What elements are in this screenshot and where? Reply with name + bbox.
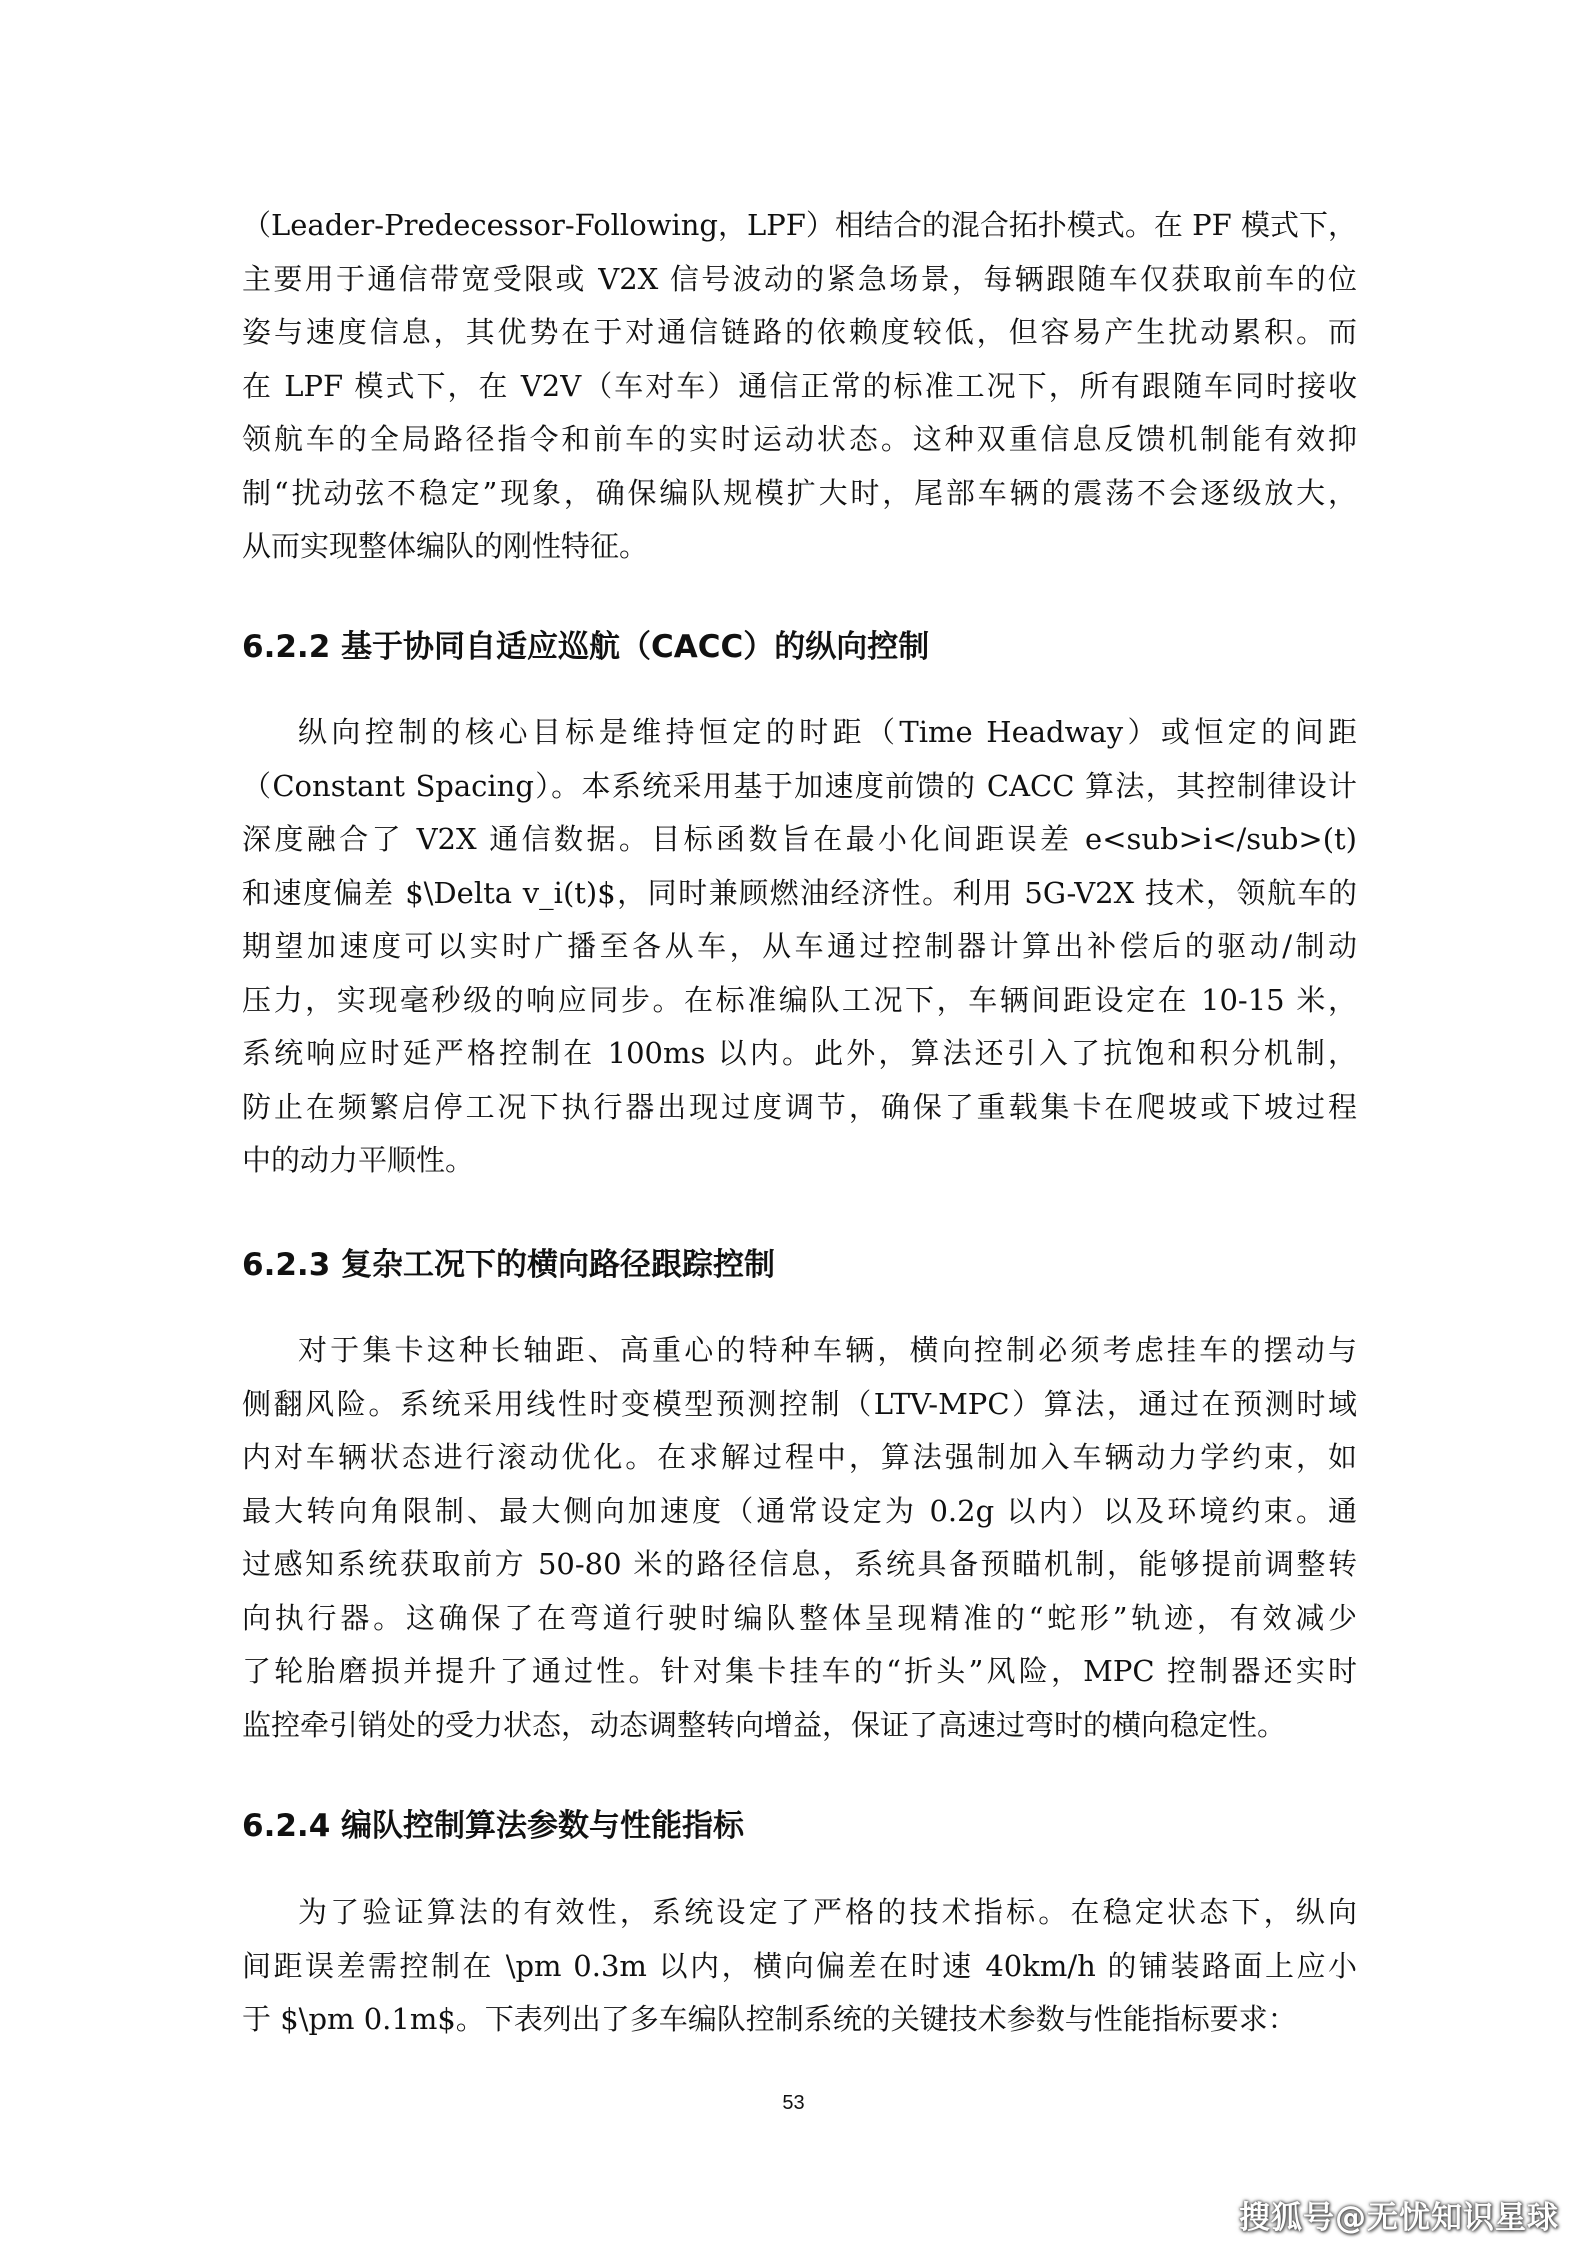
text-line: 于 $\pm 0.1m$。下表列出了多车编队控制系统的关键技术参数与性能指标要求： — [242, 2002, 1297, 2036]
paragraph-topology — [242, 199, 1357, 574]
text-line: 间距误差需控制在 \pm 0.3m 以内，横向偏差在时速 40km/h 的铺装路面上应小 — [242, 1948, 1357, 1983]
section-heading-6-2-4: 6.2.4 编队控制算法参数与性能指标 — [242, 1808, 745, 1844]
text-line: 了轮胎磨损并提升了通过性。针对集卡挂车的“折头”风险，MPC 控制器还实时 — [242, 1654, 1357, 1688]
text-line: 内对车辆状态进行滚动优化。在求解过程中，算法强制加入车辆动力学约束，如 — [242, 1440, 1357, 1474]
text-line: 和速度偏差 $\Delta v_i(t)$，同时兼顾燃油经济性。利用 5G-V2X 技术，领航车的 — [242, 875, 1357, 910]
text-line: 监控牵引销处的受力状态，动态调整转向增益，保证了高速过弯时的横向稳定性。 — [242, 1707, 1287, 1742]
text-line: 领航车的全局路径指令和前车的实时运动状态。这种双重信息反馈机制能有效抑 — [242, 422, 1357, 456]
watermark: 搜狐号@无忧知识星球 — [1239, 2200, 1559, 2236]
text-line: 对于集卡这种长轴距、高重心的特种车辆，横向控制必须考虑挂车的摆动与 — [298, 1333, 1357, 1367]
text-line: 系统响应时延严格控制在 100ms 以内。此外，算法还引入了抗饱和积分机制， — [242, 1036, 1357, 1070]
text-line: 深度融合了 V2X 通信数据。目标函数旨在最小化间距误差 e<sub>i</sub>(t) — [242, 822, 1357, 856]
text-line: 最大转向角限制、最大侧向加速度（通常设定为 0.2g 以内）以及环境约束。通 — [242, 1493, 1357, 1528]
text-line: 压力，实现毫秒级的响应同步。在标准编队工况下，车辆间距设定在 10-15 米， — [242, 982, 1357, 1017]
paragraph-lateral-control — [242, 1324, 1357, 1752]
text-line: 期望加速度可以实时广播至各从车，从车通过控制器计算出补偿后的驱动/制动 — [242, 929, 1357, 963]
page-number: 53 — [782, 2092, 805, 2114]
text-line: 中的动力平顺性。 — [242, 1143, 475, 1177]
text-line: 纵向控制的核心目标是维持恒定的时距（Time Headway）或恒定的间距 — [298, 715, 1357, 749]
paragraph-cacc — [242, 706, 1357, 1188]
section-heading-6-2-3: 6.2.3 复杂工况下的横向路径跟踪控制 — [242, 1247, 776, 1283]
text-line: 主要用于通信带宽受限或 V2X 信号波动的紧急场景，每辆跟随车仅获取前车的位 — [242, 261, 1357, 296]
text-line: 防止在频繁启停工况下执行器出现过度调节，确保了重载集卡在爬坡或下坡过程 — [242, 1089, 1357, 1124]
text-line: （Leader-Predecessor-Following，LPF）相结合的混合拓扑模式。在 PF 模式下， — [242, 208, 1357, 242]
text-line: 为了验证算法的有效性，系统设定了严格的技术指标。在稳定状态下，纵向 — [298, 1895, 1357, 1929]
text-line: 向执行器。这确保了在弯道行驶时编队整体呈现精准的“蛇形”轨迹，有效减少 — [242, 1600, 1357, 1635]
section-heading-6-2-2: 6.2.2 基于协同自适应巡航（CACC）的纵向控制 — [242, 629, 930, 665]
text-line: 侧翻风险。系统采用线性时变模型预测控制（LTV-MPC）算法，通过在预测时域 — [242, 1386, 1357, 1421]
text-line: （Constant Spacing）。本系统采用基于加速度前馈的 CACC 算法，其控制律设计 — [242, 768, 1357, 803]
text-line: 制“扰动弦不稳定”现象，确保编队规模扩大时，尾部车辆的震荡不会逐级放大， — [242, 475, 1357, 510]
text-line: 过感知系统获取前方 50-80 米的路径信息，系统具备预瞄机制，能够提前调整转 — [242, 1547, 1357, 1581]
text-line: 姿与速度信息，其优势在于对通信链路的依赖度较低，但容易产生扰动累积。而 — [242, 315, 1357, 349]
text-line: 在 LPF 模式下，在 V2V（车对车）通信正常的标准工况下，所有跟随车同时接收 — [242, 368, 1357, 403]
paragraph-performance — [242, 1886, 1357, 2047]
text-line: 从而实现整体编队的刚性特征。 — [242, 529, 649, 563]
